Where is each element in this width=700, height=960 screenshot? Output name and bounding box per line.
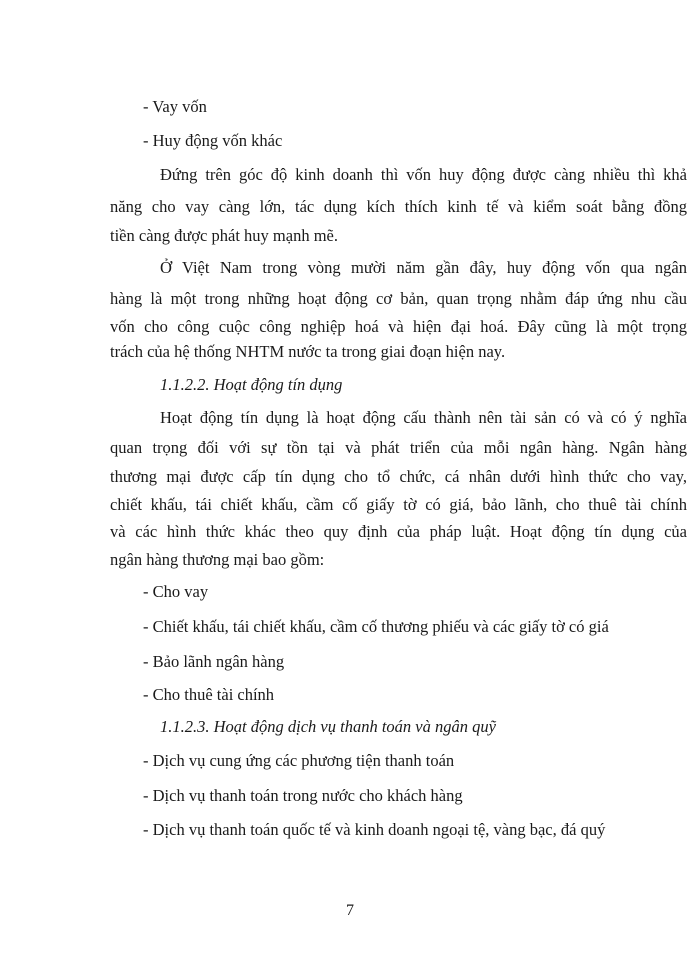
paragraph-line: thương mại được cấp tín dụng cho tổ chức, cá nhân dưới hình thức cho vay, bbox=[110, 467, 687, 486]
paragraph-line: tiền càng được phát huy mạnh mẽ. bbox=[110, 226, 338, 245]
paragraph-line: và các hình thức khác theo quy định của pháp luật. Hoạt động tín dụng của bbox=[110, 522, 687, 541]
list-item: - Dịch vụ thanh toán quốc tế và kinh doanh ngoại tệ, vàng bạc, đá quý bbox=[143, 820, 606, 839]
list-item: - Cho vay bbox=[143, 582, 209, 601]
paragraph-line: vốn cho công cuộc công nghiệp hoá và hiện đại hoá. Đây cũng là một trọng bbox=[110, 317, 687, 336]
paragraph-line: chiết khấu, tái chiết khấu, cầm cố giấy tờ có giá, bảo lãnh, cho thuê tài chính bbox=[110, 495, 687, 514]
list-item: - Bảo lãnh ngân hàng bbox=[143, 652, 285, 671]
list-item: - Vay vốn bbox=[143, 97, 207, 116]
paragraph-line: trách của hệ thống NHTM nước ta trong giai đoạn hiện nay. bbox=[110, 342, 506, 361]
paragraph-line: quan trọng đối với sự tồn tại và phát triển của mỗi ngân hàng. Ngân hàng bbox=[110, 438, 687, 457]
section-heading: 1.1.2.2. Hoạt động tín dụng bbox=[160, 375, 343, 394]
list-item: - Huy động vốn khác bbox=[143, 131, 283, 150]
list-item: - Dịch vụ cung ứng các phương tiện thanh toán bbox=[143, 751, 455, 770]
page-number: 7 bbox=[346, 902, 354, 919]
paragraph-line: hàng là một trong những hoạt động cơ bản, quan trọng nhằm đáp ứng nhu cầu bbox=[110, 289, 687, 308]
list-item: - Chiết khấu, tái chiết khấu, cầm cố thương phiếu và các giấy tờ có giá bbox=[143, 617, 609, 636]
paragraph-line: Ở Việt Nam trong vòng mười năm gần đây, huy động vốn qua ngân bbox=[160, 258, 687, 277]
paragraph-line: ngân hàng thương mại bao gồm: bbox=[110, 550, 325, 569]
paragraph-line: Đứng trên góc độ kinh doanh thì vốn huy động được càng nhiều thì khả bbox=[160, 165, 687, 184]
list-item: - Cho thuê tài chính bbox=[143, 685, 275, 704]
list-item: - Dịch vụ thanh toán trong nước cho khách hàng bbox=[143, 786, 463, 805]
paragraph-line: Hoạt động tín dụng là hoạt động cấu thành nên tài sản có và có ý nghĩa bbox=[160, 408, 687, 427]
paragraph-line: năng cho vay càng lớn, tác dụng kích thích kinh tế và kiểm soát bằng đồng bbox=[110, 197, 687, 216]
section-heading: 1.1.2.3. Hoạt động dịch vụ thanh toán và ngân quỹ bbox=[160, 717, 496, 736]
